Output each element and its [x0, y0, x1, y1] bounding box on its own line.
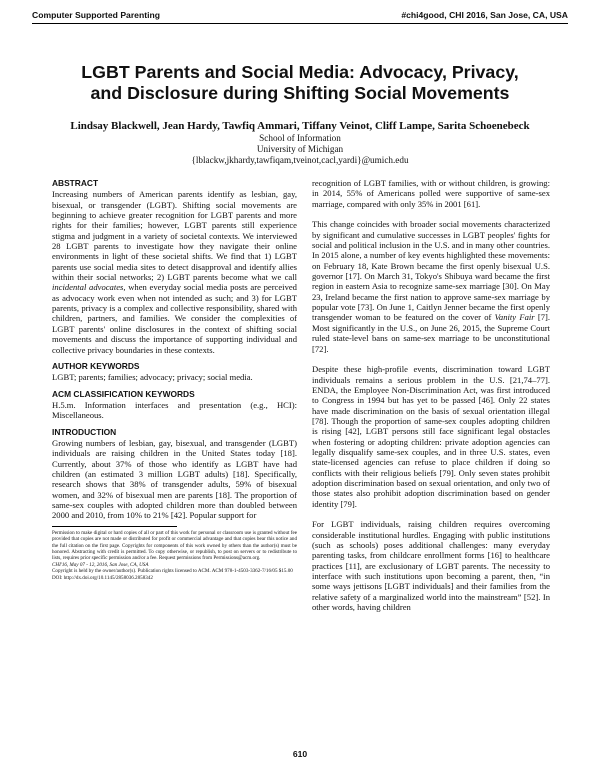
paragraph-discrimination: Despite these high-profile events, discrimination toward LGBT individuals remains a serious problem in the U.S. [21,74–77]. ENDA, the Employee Non-Discrimination Act, was first introduced to Congress in 1994 but has yet to be passed [46]. Only 22 states have made discrimination on the basis of sexual orientation illegal [78]. Though the proportion of same-sex couples adopting children is rising [42], LGBT persons still face significant legal obstacles when fostering or adopting children: private adoption agencies can legally disqualify same-sex couples, and in three U.S. states, even state-licensed agencies can refuse to place children if doing so conflicts with their religious beliefs [79]. Only seven states prohibit adoption discrimination based on sexual orientation, and only two of those states also prohibit adoption discrimination based on gender identity [79].	[312, 364, 550, 509]
left-column	[52, 178, 297, 581]
paper-title	[40, 62, 560, 104]
doi-link[interactable]: DOI: http://dx.doi.org/10.1145/2858036.2858342	[52, 574, 153, 581]
paper-title-line-2: and Disclosure during Shifting Social Movements	[90, 83, 510, 103]
page-number: 610	[292, 749, 308, 759]
paragraph-institutions: For LGBT individuals, raising children requires overcoming considerable institutional hurdles. Engaging with public institutions (such as schools) poses additional challenges: many everyday parenting tasks, from childcare enrollment forms [16] to healthcare practices [11], are exclusionary of LGBT parents. The necessity to interface with such institutions upon becoming a parent, then, “in some ways jettisons [LGBT individuals] and their families from the relative safety of a marginalized world into the mainstream” [52]. In other words, having children	[312, 519, 550, 613]
acm-classification-text: H.5.m. Information interfaces and presentation (e.g., HCI): Miscellaneous.	[52, 399, 297, 421]
right-column	[312, 178, 550, 612]
author-keywords-text: LGBT; parents; families; advocacy; privacy; social media.	[52, 372, 253, 383]
abstract-text-part-2: , when everyday social media posts are perceived as advocacy work even when not intended as such; and 3) for LGBT parents, privacy is a complex and collective responsibility, shared with children, partners, and families. We consider the complexities of LGBT parents' online disclosures in the context of shifting social movements and discuss the importance of supporting individual and collective privacy boundaries in these contexts.	[52, 282, 297, 355]
affiliation-emails: {lblackw,jkhardy,tawfiqam,tveinot,cacl,yardi}@umich.edu	[191, 155, 409, 165]
abstract-text-part-1: Increasing numbers of American parents identify as lesbian, gay, bisexual, or transgender (LGBT). Shifting social movements are beginning to achieve greater recognition for LGBT parents and more rights for their families; however, LGBT parents still experience stigma and judgment in a variety of societal contexts. We interviewed 28 LGBT parents to investigate how they navigate their online environments in light of these societal shifts. We find that 1) LGBT parents use social media sites to detect disapproval and identify allies within their social networks; 2) LGBT parents become what we call	[52, 189, 297, 283]
paper-title-line-1: LGBT Parents and Social Media: Advocacy, Privacy,	[81, 62, 519, 82]
acm-classification-heading: ACM CLASSIFICATION KEYWORDS	[52, 388, 195, 399]
running-header-left: Computer Supported Parenting	[32, 10, 160, 20]
introduction-heading: INTRODUCTION	[52, 426, 117, 437]
permission-notice: Permission to make digital or hard copies of all or part of this work for personal or classroom use is granted without fee provided that copies are not made or distributed for profit or commercial advantage and that copies bear this notice and the full citation on the first page. Copyrights for components of this work owned by others than the author(s) must be honored. Abstracting with credit is permitted. To copy otherwise, or republish, to post on servers or to redistribute to lists, requires prior specific permission and/or a fee. Request permissions from Permissions@acm.org.	[52, 529, 297, 562]
paragraph-movements-part-2: [7]. Most significantly in the U.S., on June 26, 2015, the Supreme Court ruled state-level bans on same-sex marriage to be unconstitutional [72].	[312, 312, 551, 354]
copyright-footnote	[52, 530, 297, 582]
paragraph-support: recognition of LGBT families, with or without children, is growing: in 2014, 55% of Americans polled were supportive of same-sex marriage, compared with only 35% in 2001 [61].	[312, 178, 550, 209]
abstract-heading: ABSTRACT	[52, 178, 99, 188]
author-list: Lindsay Blackwell, Jean Hardy, Tawfiq Ammari, Tiffany Veinot, Cliff Lampe, Sarita Schoenebeck	[70, 120, 530, 132]
conference-line: CHI'16, May 07 - 12, 2016, San Jose, CA, USA	[52, 561, 149, 568]
paragraph-movements	[312, 219, 550, 353]
abstract-text	[52, 189, 297, 355]
abstract-italic-term: incidental advocates	[52, 282, 124, 293]
copyright-line: Copyright is held by the owner/author(s). Publication rights licensed to ACM. ACM 978-1-4503-3362-7/16/05 $15.00	[52, 568, 293, 575]
footnote-rule	[52, 526, 177, 527]
paragraph-movements-part-1: This change coincides with broader social movements characterized by significant and cumulative successes in LGBT peoples' fights for social and political inclusion in the U.S. and in many other countries. In 2015 alone, a number of key events highlighted these movements: on February 18, Kate Brown became the first openly bisexual U.S. governor [17]. On March 31, Tokyo's Shibuya ward became the first region in eastern Asia to recognize same-sex marriage [30]. On May 23, Ireland became the first nation to approve same-sex marriage by popular vote [73]. On June 1, Caitlyn Jenner became the first openly transgender woman to be featured on the cover of	[312, 219, 550, 323]
author-keywords-heading: AUTHOR KEYWORDS	[52, 360, 140, 371]
introduction-text: Growing numbers of lesbian, gay, bisexual, and transgender (LGBT) individuals are raising children in the United States today [18]. Currently, about 37% of those who identify as LGBT have had children (an estimated 3 million LGBT adults) [18]. Specifically, research shows that 38% of transgender adults, 59% of bisexual women, and 32% of bisexual men are parents [18]. The proportion of same-sex couples with adopted children more than doubled between 2000 and 2010, from 10% to 21% [42]. Popular support for	[52, 437, 297, 521]
affiliation-university: University of Michigan	[256, 144, 344, 154]
header-divider	[32, 23, 568, 24]
running-header-right: #chi4good, CHI 2016, San Jose, CA, USA	[401, 10, 568, 20]
affiliation-school: School of Information	[259, 133, 341, 143]
vanity-fair-title: Vanity Fair	[494, 312, 535, 323]
